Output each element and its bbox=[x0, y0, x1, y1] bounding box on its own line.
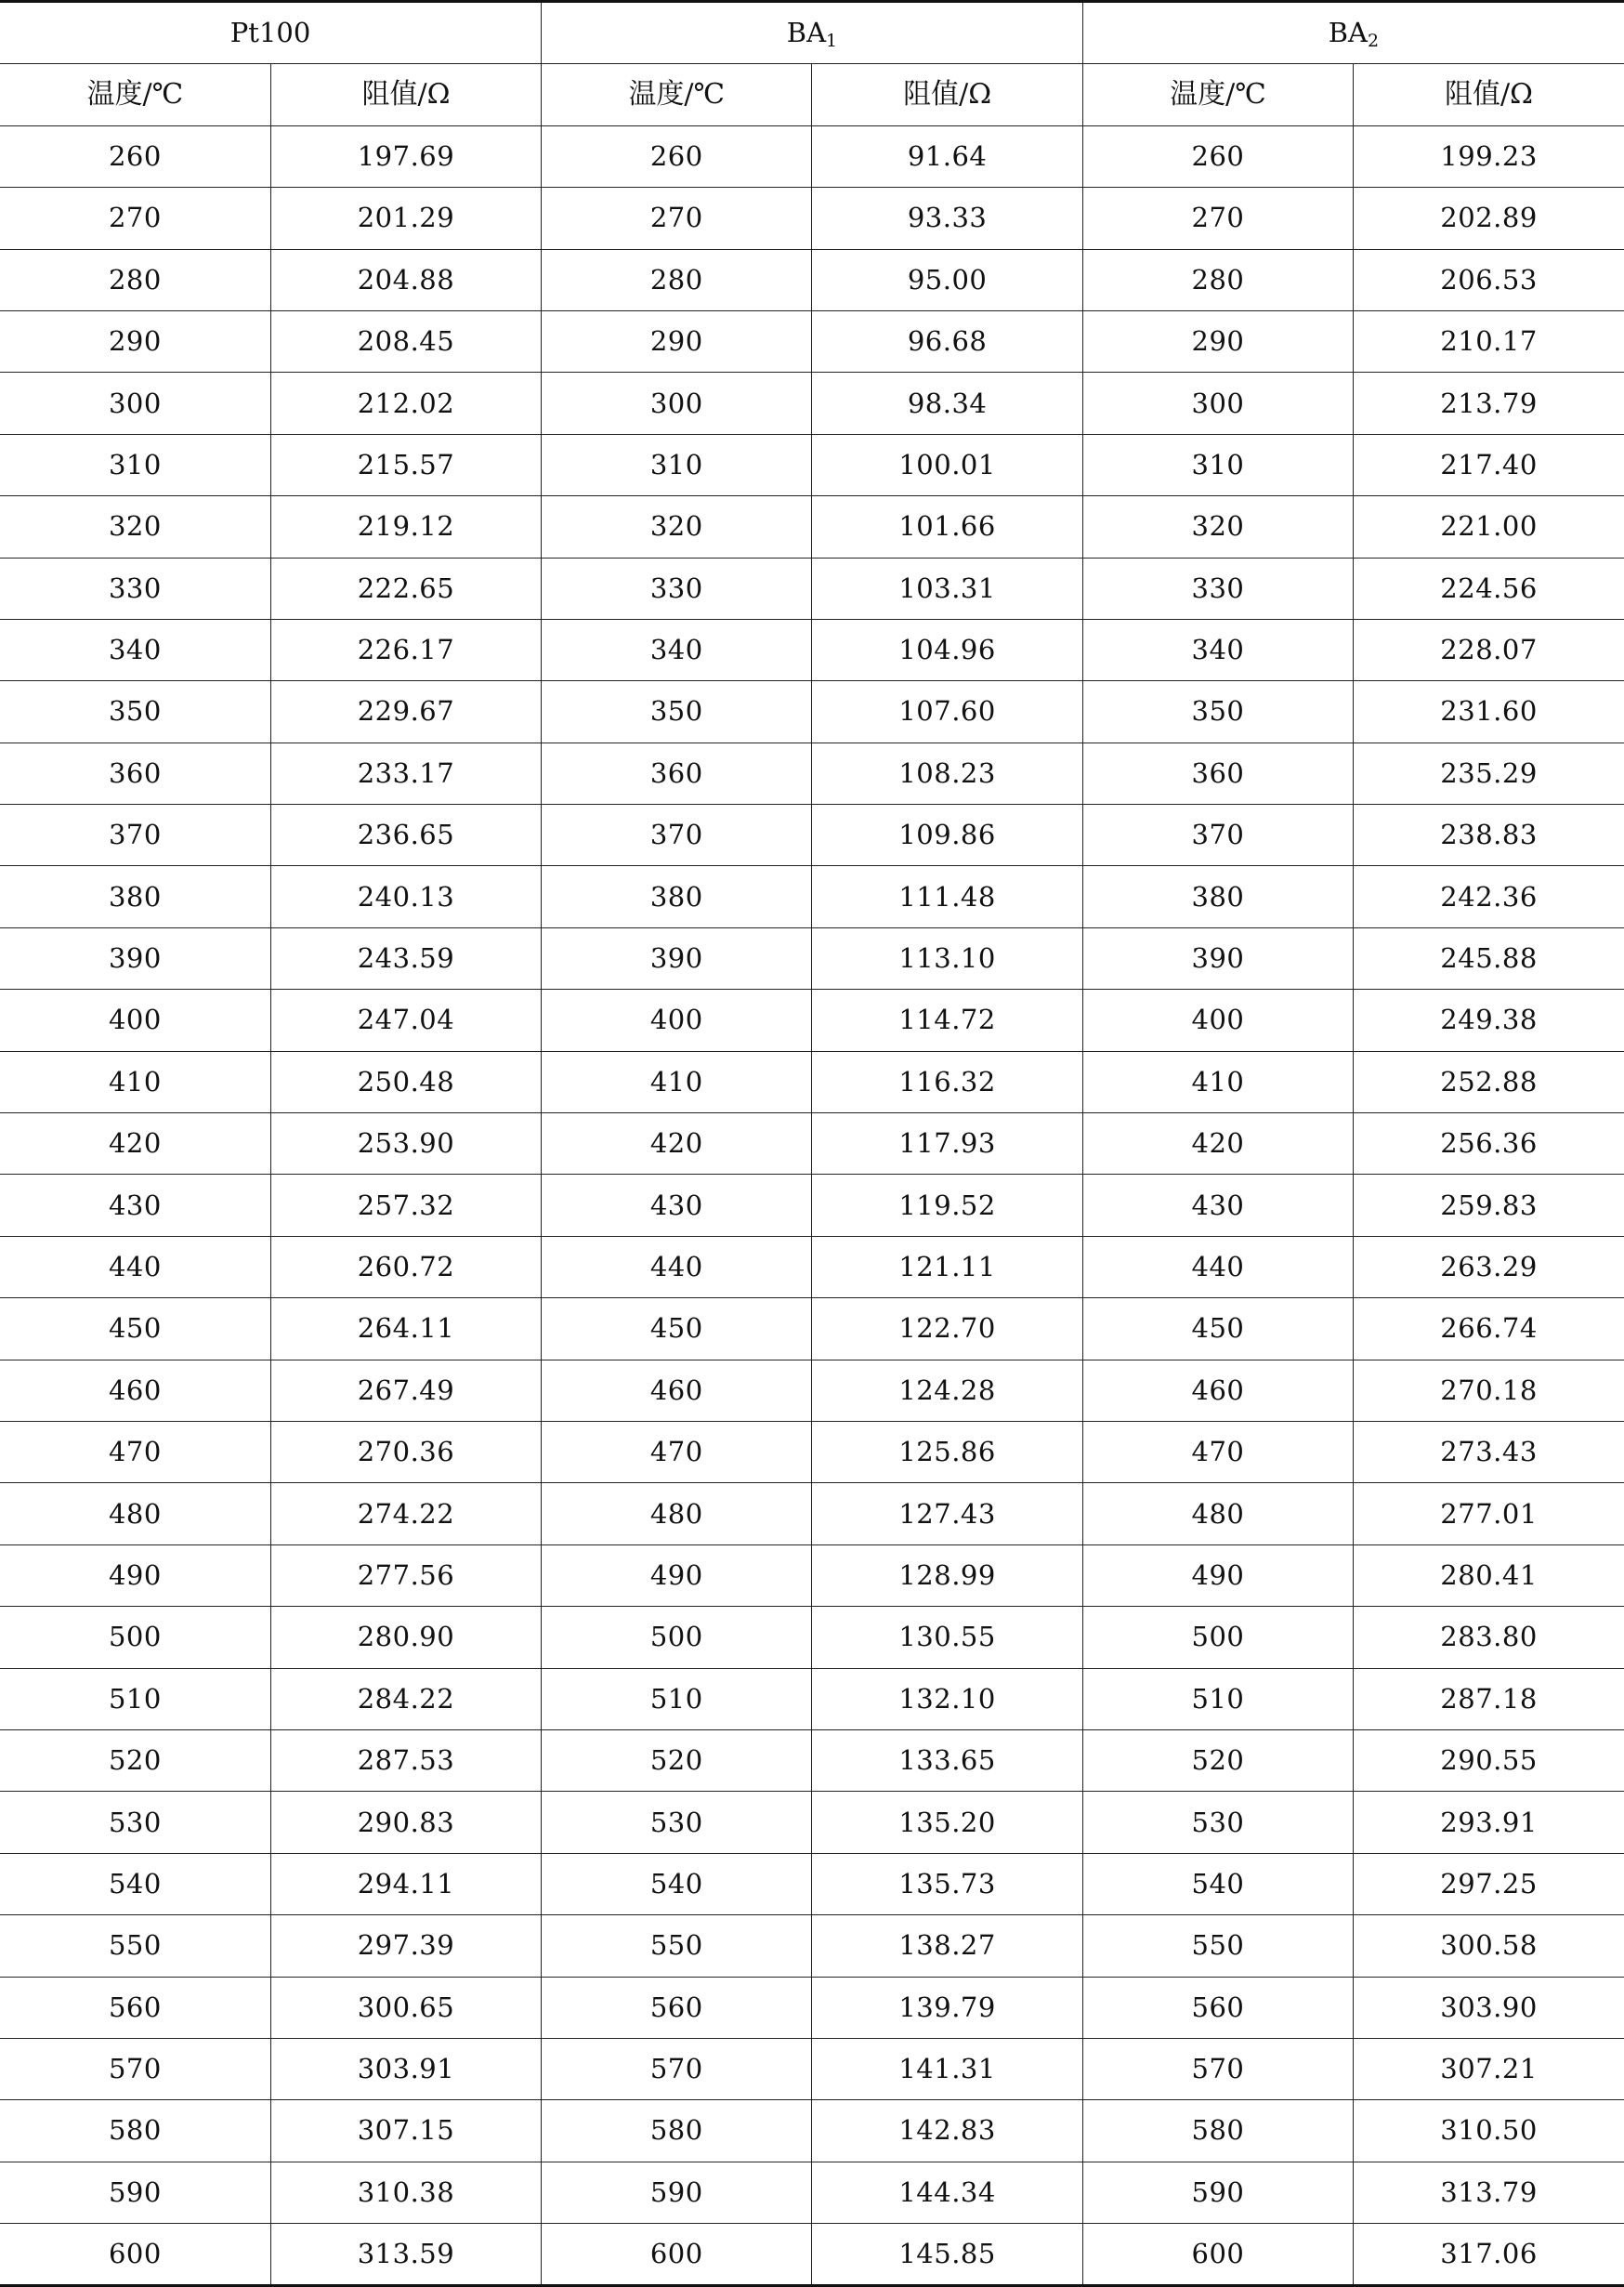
resistance-cell: 313.79 bbox=[1354, 2162, 1624, 2223]
table-row bbox=[0, 2038, 1624, 2099]
temperature-cell: 360 bbox=[542, 743, 812, 804]
resistance-cell: 233.17 bbox=[270, 743, 541, 804]
resistance-cell: 249.38 bbox=[1354, 990, 1624, 1051]
temperature-cell: 340 bbox=[542, 619, 812, 680]
table-row bbox=[0, 1607, 1624, 1668]
table-row bbox=[0, 866, 1624, 927]
temperature-cell: 410 bbox=[0, 1051, 270, 1112]
resistance-cell: 274.22 bbox=[270, 1483, 541, 1544]
temperature-cell: 420 bbox=[542, 1113, 812, 1175]
temperature-cell: 490 bbox=[542, 1544, 812, 1606]
resistance-cell: 128.99 bbox=[812, 1544, 1082, 1606]
resistance-cell: 130.55 bbox=[812, 1607, 1082, 1668]
resistance-cell: 310.50 bbox=[1354, 2100, 1624, 2162]
temperature-cell: 430 bbox=[542, 1175, 812, 1236]
resistance-cell: 117.93 bbox=[812, 1113, 1082, 1175]
resistance-cell: 108.23 bbox=[812, 743, 1082, 804]
resistance-cell: 310.38 bbox=[270, 2162, 541, 2223]
resistance-cell: 284.22 bbox=[270, 1668, 541, 1729]
temperature-cell: 600 bbox=[1082, 2224, 1353, 2286]
table-row bbox=[0, 927, 1624, 989]
temperature-cell: 280 bbox=[1082, 249, 1353, 310]
resistance-cell: 141.31 bbox=[812, 2038, 1082, 2099]
temperature-cell: 480 bbox=[0, 1483, 270, 1544]
temperature-cell: 340 bbox=[1082, 619, 1353, 680]
temperature-cell: 570 bbox=[0, 2038, 270, 2099]
table-row bbox=[0, 2224, 1624, 2286]
resistance-cell: 206.53 bbox=[1354, 249, 1624, 310]
temperature-cell: 400 bbox=[1082, 990, 1353, 1051]
table-row bbox=[0, 125, 1624, 187]
temperature-cell: 510 bbox=[1082, 1668, 1353, 1729]
resistance-cell: 119.52 bbox=[812, 1175, 1082, 1236]
temperature-cell: 420 bbox=[0, 1113, 270, 1175]
resistance-cell: 133.65 bbox=[812, 1729, 1082, 1791]
temperature-cell: 510 bbox=[542, 1668, 812, 1729]
resistance-cell: 240.13 bbox=[270, 866, 541, 927]
resistance-cell: 257.32 bbox=[270, 1175, 541, 1236]
table-body bbox=[0, 125, 1624, 2286]
temperature-header: 温度/℃ bbox=[0, 64, 270, 125]
resistance-cell: 238.83 bbox=[1354, 805, 1624, 866]
table-row bbox=[0, 1360, 1624, 1421]
temperature-cell: 480 bbox=[542, 1483, 812, 1544]
resistance-header: 阻值/Ω bbox=[1354, 64, 1624, 125]
resistance-header: 阻值/Ω bbox=[812, 64, 1082, 125]
temperature-cell: 320 bbox=[542, 496, 812, 558]
temperature-cell: 350 bbox=[542, 681, 812, 743]
temperature-cell: 400 bbox=[542, 990, 812, 1051]
temperature-cell: 330 bbox=[542, 558, 812, 619]
temperature-cell: 340 bbox=[0, 619, 270, 680]
resistance-cell: 113.10 bbox=[812, 927, 1082, 989]
temperature-cell: 360 bbox=[0, 743, 270, 804]
temperature-cell: 530 bbox=[0, 1792, 270, 1853]
group-header-pt100: Pt100 bbox=[0, 2, 542, 64]
temperature-cell: 560 bbox=[542, 1977, 812, 2038]
resistance-cell: 142.83 bbox=[812, 2100, 1082, 2162]
resistance-cell: 242.36 bbox=[1354, 866, 1624, 927]
temperature-cell: 540 bbox=[542, 1853, 812, 1914]
resistance-cell: 270.18 bbox=[1354, 1360, 1624, 1421]
table-row bbox=[0, 1544, 1624, 1606]
resistance-cell: 290.83 bbox=[270, 1792, 541, 1853]
temperature-cell: 410 bbox=[1082, 1051, 1353, 1112]
resistance-cell: 91.64 bbox=[812, 125, 1082, 187]
temperature-cell: 460 bbox=[542, 1360, 812, 1421]
temperature-cell: 520 bbox=[1082, 1729, 1353, 1791]
resistance-cell: 212.02 bbox=[270, 373, 541, 434]
temperature-cell: 300 bbox=[542, 373, 812, 434]
temperature-cell: 440 bbox=[1082, 1236, 1353, 1297]
resistance-cell: 300.58 bbox=[1354, 1915, 1624, 1977]
table-row bbox=[0, 1668, 1624, 1729]
resistance-cell: 294.11 bbox=[270, 1853, 541, 1914]
resistance-cell: 213.79 bbox=[1354, 373, 1624, 434]
temperature-cell: 440 bbox=[0, 1236, 270, 1297]
resistance-cell: 256.36 bbox=[1354, 1113, 1624, 1175]
temperature-cell: 590 bbox=[0, 2162, 270, 2223]
temperature-cell: 470 bbox=[0, 1421, 270, 1482]
resistance-cell: 303.90 bbox=[1354, 1977, 1624, 2038]
resistance-cell: 221.00 bbox=[1354, 496, 1624, 558]
temperature-cell: 270 bbox=[542, 188, 812, 249]
resistance-cell: 297.25 bbox=[1354, 1853, 1624, 1914]
temperature-cell: 260 bbox=[542, 125, 812, 187]
resistance-cell: 266.74 bbox=[1354, 1298, 1624, 1360]
temperature-cell: 390 bbox=[0, 927, 270, 989]
resistance-cell: 135.20 bbox=[812, 1792, 1082, 1853]
temperature-header: 温度/℃ bbox=[542, 64, 812, 125]
resistance-cell: 93.33 bbox=[812, 188, 1082, 249]
resistance-cell: 267.49 bbox=[270, 1360, 541, 1421]
resistance-cell: 222.65 bbox=[270, 558, 541, 619]
table-row bbox=[0, 1298, 1624, 1360]
resistance-cell: 307.15 bbox=[270, 2100, 541, 2162]
resistance-cell: 219.12 bbox=[270, 496, 541, 558]
resistance-cell: 250.48 bbox=[270, 1051, 541, 1112]
resistance-cell: 277.56 bbox=[270, 1544, 541, 1606]
resistance-cell: 226.17 bbox=[270, 619, 541, 680]
table-row bbox=[0, 1853, 1624, 1914]
temperature-cell: 420 bbox=[1082, 1113, 1353, 1175]
table-row bbox=[0, 681, 1624, 743]
resistance-cell: 132.10 bbox=[812, 1668, 1082, 1729]
table-row bbox=[0, 1421, 1624, 1482]
resistance-cell: 215.57 bbox=[270, 434, 541, 495]
resistance-cell: 107.60 bbox=[812, 681, 1082, 743]
temperature-cell: 590 bbox=[1082, 2162, 1353, 2223]
resistance-cell: 293.91 bbox=[1354, 1792, 1624, 1853]
temperature-cell: 330 bbox=[0, 558, 270, 619]
table-row bbox=[0, 1175, 1624, 1236]
table-row bbox=[0, 805, 1624, 866]
temperature-cell: 320 bbox=[1082, 496, 1353, 558]
table-row bbox=[0, 249, 1624, 310]
table-row bbox=[0, 434, 1624, 495]
resistance-cell: 252.88 bbox=[1354, 1051, 1624, 1112]
resistance-cell: 224.56 bbox=[1354, 558, 1624, 619]
temperature-cell: 260 bbox=[0, 125, 270, 187]
resistance-cell: 121.11 bbox=[812, 1236, 1082, 1297]
temperature-cell: 350 bbox=[1082, 681, 1353, 743]
table-row bbox=[0, 1051, 1624, 1112]
table-row bbox=[0, 1113, 1624, 1175]
temperature-cell: 530 bbox=[1082, 1792, 1353, 1853]
temperature-cell: 350 bbox=[0, 681, 270, 743]
resistance-cell: 273.43 bbox=[1354, 1421, 1624, 1482]
table-row bbox=[0, 188, 1624, 249]
resistance-cell: 259.83 bbox=[1354, 1175, 1624, 1236]
resistance-cell: 114.72 bbox=[812, 990, 1082, 1051]
resistance-cell: 217.40 bbox=[1354, 434, 1624, 495]
resistance-cell: 303.91 bbox=[270, 2038, 541, 2099]
resistance-cell: 101.66 bbox=[812, 496, 1082, 558]
temperature-cell: 380 bbox=[542, 866, 812, 927]
temperature-cell: 510 bbox=[0, 1668, 270, 1729]
temperature-cell: 500 bbox=[542, 1607, 812, 1668]
temperature-cell: 280 bbox=[542, 249, 812, 310]
temperature-cell: 370 bbox=[0, 805, 270, 866]
resistance-cell: 228.07 bbox=[1354, 619, 1624, 680]
table-row bbox=[0, 743, 1624, 804]
resistance-cell: 124.28 bbox=[812, 1360, 1082, 1421]
resistance-cell: 199.23 bbox=[1354, 125, 1624, 187]
resistance-cell: 247.04 bbox=[270, 990, 541, 1051]
temperature-cell: 460 bbox=[1082, 1360, 1353, 1421]
temperature-cell: 550 bbox=[0, 1915, 270, 1977]
temperature-cell: 400 bbox=[0, 990, 270, 1051]
table-row bbox=[0, 558, 1624, 619]
temperature-cell: 470 bbox=[1082, 1421, 1353, 1482]
temperature-cell: 410 bbox=[542, 1051, 812, 1112]
resistance-header: 阻值/Ω bbox=[270, 64, 541, 125]
resistance-cell: 100.01 bbox=[812, 434, 1082, 495]
table-row bbox=[0, 1915, 1624, 1977]
temperature-cell: 470 bbox=[542, 1421, 812, 1482]
temperature-cell: 390 bbox=[542, 927, 812, 989]
resistance-cell: 270.36 bbox=[270, 1421, 541, 1482]
temperature-cell: 320 bbox=[0, 496, 270, 558]
resistance-cell: 145.85 bbox=[812, 2224, 1082, 2286]
temperature-cell: 310 bbox=[0, 434, 270, 495]
temperature-cell: 550 bbox=[542, 1915, 812, 1977]
table-row bbox=[0, 990, 1624, 1051]
table-row bbox=[0, 1729, 1624, 1791]
resistance-cell: 229.67 bbox=[270, 681, 541, 743]
temperature-cell: 270 bbox=[0, 188, 270, 249]
temperature-cell: 580 bbox=[542, 2100, 812, 2162]
resistance-cell: 197.69 bbox=[270, 125, 541, 187]
resistance-cell: 210.17 bbox=[1354, 310, 1624, 372]
table-row bbox=[0, 2162, 1624, 2223]
table-row bbox=[0, 2100, 1624, 2162]
resistance-cell: 236.65 bbox=[270, 805, 541, 866]
temperature-cell: 300 bbox=[1082, 373, 1353, 434]
group-header-ba2: $BA_2$ bbox=[1082, 2, 1624, 64]
temperature-cell: 590 bbox=[542, 2162, 812, 2223]
resistance-cell: 103.31 bbox=[812, 558, 1082, 619]
temperature-cell: 490 bbox=[1082, 1544, 1353, 1606]
temperature-cell: 540 bbox=[0, 1853, 270, 1914]
resistance-cell: 260.72 bbox=[270, 1236, 541, 1297]
temperature-cell: 380 bbox=[1082, 866, 1353, 927]
temperature-cell: 360 bbox=[1082, 743, 1353, 804]
temperature-cell: 260 bbox=[1082, 125, 1353, 187]
temperature-cell: 480 bbox=[1082, 1483, 1353, 1544]
resistance-cell: 125.86 bbox=[812, 1421, 1082, 1482]
resistance-cell: 264.11 bbox=[270, 1298, 541, 1360]
temperature-cell: 380 bbox=[0, 866, 270, 927]
table-row bbox=[0, 373, 1624, 434]
resistance-cell: 122.70 bbox=[812, 1298, 1082, 1360]
resistance-cell: 287.53 bbox=[270, 1729, 541, 1791]
resistance-cell: 263.29 bbox=[1354, 1236, 1624, 1297]
temperature-cell: 310 bbox=[542, 434, 812, 495]
temperature-cell: 500 bbox=[1082, 1607, 1353, 1668]
table-row bbox=[0, 1236, 1624, 1297]
temperature-cell: 560 bbox=[1082, 1977, 1353, 2038]
resistance-cell: 307.21 bbox=[1354, 2038, 1624, 2099]
temperature-cell: 520 bbox=[542, 1729, 812, 1791]
table-row bbox=[0, 1792, 1624, 1853]
temperature-cell: 460 bbox=[0, 1360, 270, 1421]
temperature-cell: 450 bbox=[542, 1298, 812, 1360]
temperature-cell: 490 bbox=[0, 1544, 270, 1606]
resistance-cell: 317.06 bbox=[1354, 2224, 1624, 2286]
resistance-cell: 235.29 bbox=[1354, 743, 1624, 804]
table-row bbox=[0, 310, 1624, 372]
temperature-cell: 540 bbox=[1082, 1853, 1353, 1914]
temperature-cell: 520 bbox=[0, 1729, 270, 1791]
resistance-cell: 280.90 bbox=[270, 1607, 541, 1668]
temperature-cell: 270 bbox=[1082, 188, 1353, 249]
resistance-cell: 245.88 bbox=[1354, 927, 1624, 989]
temperature-cell: 430 bbox=[0, 1175, 270, 1236]
resistance-cell: 297.39 bbox=[270, 1915, 541, 1977]
resistance-cell: 313.59 bbox=[270, 2224, 541, 2286]
resistance-cell: 202.89 bbox=[1354, 188, 1624, 249]
resistance-cell: 253.90 bbox=[270, 1113, 541, 1175]
resistance-cell: 109.86 bbox=[812, 805, 1082, 866]
temperature-cell: 570 bbox=[542, 2038, 812, 2099]
temperature-cell: 580 bbox=[1082, 2100, 1353, 2162]
resistance-cell: 116.32 bbox=[812, 1051, 1082, 1112]
temperature-cell: 560 bbox=[0, 1977, 270, 2038]
temperature-cell: 440 bbox=[542, 1236, 812, 1297]
temperature-cell: 450 bbox=[1082, 1298, 1353, 1360]
resistance-cell: 231.60 bbox=[1354, 681, 1624, 743]
temperature-cell: 600 bbox=[542, 2224, 812, 2286]
temperature-cell: 370 bbox=[1082, 805, 1353, 866]
sub-header-row bbox=[0, 64, 1624, 125]
temperature-cell: 570 bbox=[1082, 2038, 1353, 2099]
temperature-cell: 530 bbox=[542, 1792, 812, 1853]
resistance-cell: 139.79 bbox=[812, 1977, 1082, 2038]
resistance-cell: 98.34 bbox=[812, 373, 1082, 434]
resistance-cell: 208.45 bbox=[270, 310, 541, 372]
resistance-cell: 280.41 bbox=[1354, 1544, 1624, 1606]
resistance-cell: 287.18 bbox=[1354, 1668, 1624, 1729]
resistance-cell: 144.34 bbox=[812, 2162, 1082, 2223]
resistance-cell: 138.27 bbox=[812, 1915, 1082, 1977]
temperature-cell: 370 bbox=[542, 805, 812, 866]
resistance-cell: 95.00 bbox=[812, 249, 1082, 310]
resistance-cell: 204.88 bbox=[270, 249, 541, 310]
resistance-cell: 104.96 bbox=[812, 619, 1082, 680]
resistance-cell: 277.01 bbox=[1354, 1483, 1624, 1544]
temperature-header: 温度/℃ bbox=[1082, 64, 1353, 125]
temperature-cell: 450 bbox=[0, 1298, 270, 1360]
table-row bbox=[0, 1483, 1624, 1544]
temperature-cell: 430 bbox=[1082, 1175, 1353, 1236]
resistance-cell: 283.80 bbox=[1354, 1607, 1624, 1668]
temperature-cell: 550 bbox=[1082, 1915, 1353, 1977]
temperature-cell: 580 bbox=[0, 2100, 270, 2162]
resistance-cell: 290.55 bbox=[1354, 1729, 1624, 1791]
resistance-cell: 96.68 bbox=[812, 310, 1082, 372]
temperature-cell: 290 bbox=[1082, 310, 1353, 372]
resistance-cell: 300.65 bbox=[270, 1977, 541, 2038]
table-row bbox=[0, 619, 1624, 680]
resistance-cell: 201.29 bbox=[270, 188, 541, 249]
temperature-cell: 500 bbox=[0, 1607, 270, 1668]
temperature-cell: 280 bbox=[0, 249, 270, 310]
resistance-cell: 111.48 bbox=[812, 866, 1082, 927]
table-row bbox=[0, 1977, 1624, 2038]
temperature-cell: 300 bbox=[0, 373, 270, 434]
temperature-cell: 330 bbox=[1082, 558, 1353, 619]
temperature-cell: 290 bbox=[542, 310, 812, 372]
temperature-cell: 390 bbox=[1082, 927, 1353, 989]
resistance-cell: 243.59 bbox=[270, 927, 541, 989]
temperature-cell: 310 bbox=[1082, 434, 1353, 495]
resistance-cell: 127.43 bbox=[812, 1483, 1082, 1544]
temperature-cell: 600 bbox=[108, 2238, 162, 2270]
group-header-row bbox=[0, 2, 1624, 64]
temperature-cell: 290 bbox=[0, 310, 270, 372]
resistance-cell: 135.73 bbox=[812, 1853, 1082, 1914]
group-header-ba1: $BA_1$ bbox=[542, 2, 1083, 64]
table-row bbox=[0, 496, 1624, 558]
